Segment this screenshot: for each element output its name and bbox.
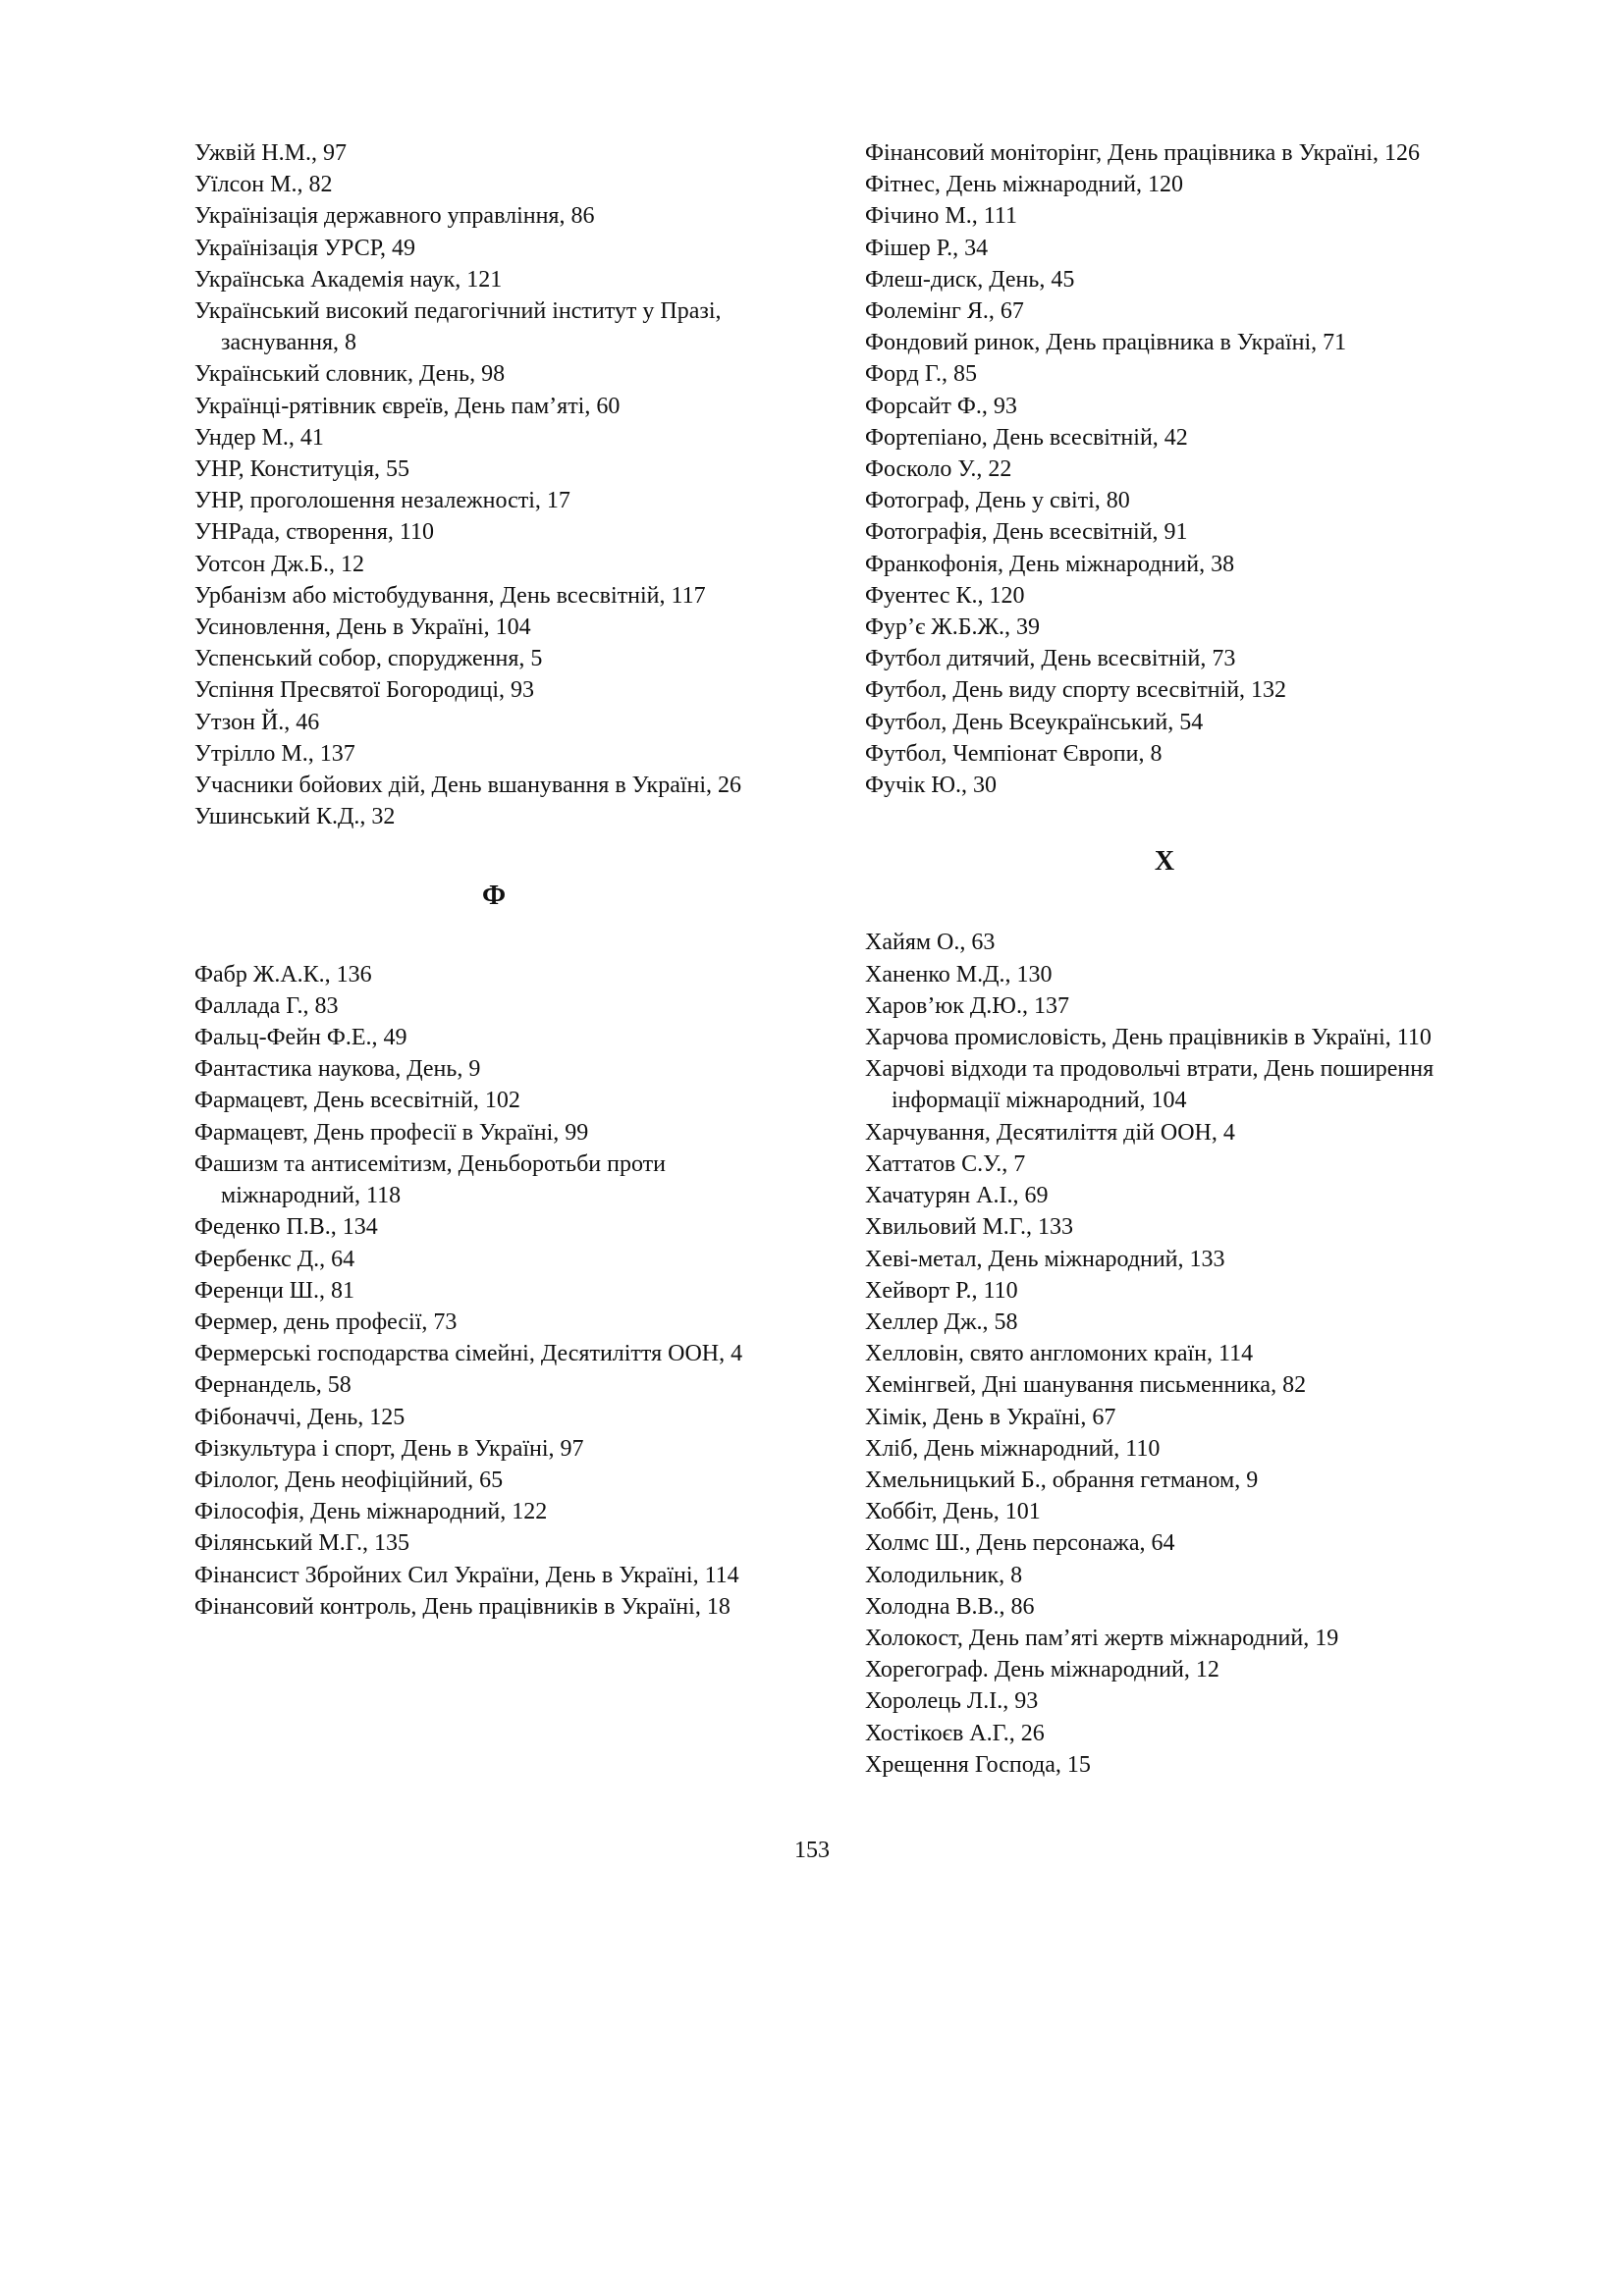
- index-entry: Хмельницький Б., обрання гетманом, 9: [865, 1467, 1259, 1493]
- index-entry: Фортепіано, День всесвітній, 42: [865, 424, 1188, 451]
- index-entry: УНРада, створення, 110: [194, 519, 434, 546]
- index-entry: Фосколо У., 22: [865, 456, 1012, 483]
- index-entry: Філолог, День неофіційний, 65: [194, 1467, 504, 1493]
- index-entry: Хостікоєв А.Г., 26: [865, 1720, 1045, 1746]
- index-entry: Ужвій Н.М., 97: [194, 140, 347, 166]
- section-letter-heading: Ф: [481, 881, 507, 912]
- index-entry: Фінансовий контроль, День працівників в Україні, 18: [194, 1593, 731, 1620]
- index-entry: Фітнес, День міжнародний, 120: [865, 172, 1183, 198]
- index-entry: Феденко П.В., 134: [194, 1214, 378, 1241]
- index-entry: Фуентес К., 120: [865, 582, 1025, 609]
- index-entry: Фолемінг Я., 67: [865, 298, 1024, 325]
- index-entry: Ундер М., 41: [194, 424, 324, 451]
- index-entry: Футбол, День виду спорту всесвітній, 132: [865, 677, 1287, 704]
- index-entry: Хейворт Р., 110: [865, 1277, 1018, 1304]
- index-entry: Хачатурян А.І., 69: [865, 1183, 1049, 1209]
- index-entry: Український словник, День, 98: [194, 361, 506, 388]
- index-entry: Фотографія, День всесвітній, 91: [865, 519, 1188, 546]
- index-entry: Фаллада Г., 83: [194, 992, 339, 1019]
- index-entry: Фучік Ю., 30: [865, 773, 998, 799]
- index-entry: Хрещення Господа, 15: [865, 1751, 1091, 1778]
- index-entry: Форд Г., 85: [865, 361, 978, 388]
- section-letter-heading: Х: [1154, 846, 1175, 878]
- index-entry: Українська Академія наук, 121: [194, 266, 503, 293]
- left-column: [194, 137, 793, 1623]
- index-list-f-continued: [865, 137, 1464, 801]
- index-entry: Ханенко М.Д., 130: [865, 961, 1053, 988]
- index-entry: Холодильник, 8: [865, 1562, 1023, 1588]
- index-entry: Фібоначчі, День, 125: [194, 1404, 406, 1430]
- index-entry: Хелловін, свято англомоних країн, 114: [865, 1341, 1254, 1367]
- index-entry: Філянський М.Г., 135: [194, 1530, 409, 1557]
- index-list-f: [194, 959, 793, 1623]
- index-entry: Харчування, Десятиліття дій ООН, 4: [865, 1119, 1235, 1146]
- index-entry: Харов’юк Д.Ю., 137: [865, 992, 1069, 1019]
- index-entry: Футбол, Чемпіонат Європи, 8: [865, 740, 1163, 767]
- index-entry: Утзон Й., 46: [194, 709, 320, 735]
- index-entry: Фічино М., 111: [865, 203, 1017, 230]
- index-entry: Харчова промисловість, День працівників в Україні, 110: [865, 1025, 1432, 1051]
- index-list-h: [865, 927, 1464, 1780]
- index-entry: Фабр Ж.А.К., 136: [194, 961, 372, 988]
- index-entry: Фур’є Ж.Б.Ж., 39: [865, 614, 1041, 641]
- index-entry: Усиновлення, День в Україні, 104: [194, 614, 531, 641]
- index-entry: Фернандель, 58: [194, 1372, 352, 1399]
- index-entry: Харчові відходи та продовольчі втрати, День поширення інформації міжнародний, 104: [865, 1056, 1435, 1114]
- index-entry: Хліб, День міжнародний, 110: [865, 1435, 1161, 1462]
- index-entry: Холмс Ш., День персонажа, 64: [865, 1530, 1175, 1557]
- index-entry: Холодна В.В., 86: [865, 1593, 1035, 1620]
- index-entry: Хоббіт, День, 101: [865, 1499, 1041, 1525]
- index-entry: Форсайт Ф., 93: [865, 393, 1017, 419]
- index-entry: Хімік, День в Україні, 67: [865, 1404, 1116, 1430]
- index-entry: Учасники бойових дій, День вшанування в Україні, 26: [194, 773, 742, 799]
- index-entry: Фальц-Фейн Ф.Е., 49: [194, 1025, 407, 1051]
- index-entry: Фермерські господарства сімейні, Десятиліття ООН, 4: [194, 1341, 743, 1367]
- index-entry: Фермер, день професії, 73: [194, 1308, 458, 1335]
- index-entry: УНР, Конституція, 55: [194, 456, 410, 483]
- index-entry: Флеш-диск, День, 45: [865, 266, 1075, 293]
- index-entry: Фішер Р., 34: [865, 235, 989, 261]
- index-entry: Хеллер Дж., 58: [865, 1308, 1018, 1335]
- index-entry: Філософія, День міжнародний, 122: [194, 1499, 548, 1525]
- index-entry: Хайям О., 63: [865, 930, 996, 956]
- right-column: [865, 137, 1464, 1781]
- index-entry: Фінансовий моніторінг, День працівника в Україні, 126: [865, 140, 1420, 166]
- index-entry: Фінансист Збройних Сил України, День в Україні, 114: [194, 1562, 739, 1588]
- index-entry: Українізація УРСР, 49: [194, 235, 416, 261]
- index-entry: Фотограф, День у світі, 80: [865, 488, 1130, 514]
- index-entry: УНР, проголошення незалежності, 17: [194, 488, 570, 514]
- index-entry: Фербенкс Д., 64: [194, 1246, 355, 1272]
- index-entry: Фантастика наукова, День, 9: [194, 1056, 481, 1083]
- page-number: 153: [794, 1838, 830, 1863]
- index-entry: Урбанізм або містобудування, День всесвітній, 117: [194, 582, 706, 609]
- index-entry: Футбол дитячий, День всесвітній, 73: [865, 646, 1236, 672]
- index-entry: Уїлсон М., 82: [194, 172, 333, 198]
- index-entry: Успенський собор, спорудження, 5: [194, 646, 543, 672]
- index-entry: Франкофонія, День міжнародний, 38: [865, 551, 1235, 577]
- index-entry: Ференци Ш., 81: [194, 1277, 355, 1304]
- index-entry: Успіння Пресвятої Богородиці, 93: [194, 677, 535, 704]
- index-entry: Фондовий ринок, День працівника в Україні, 71: [865, 330, 1347, 356]
- index-entry: Українці-рятівник євреїв, День пам’яті, 60: [194, 393, 621, 419]
- index-entry: Фармацевт, День професії в Україні, 99: [194, 1119, 589, 1146]
- index-entry: Українізація державного управління, 86: [194, 203, 595, 230]
- index-entry: Хемінгвей, Дні шанування письменника, 82: [865, 1372, 1307, 1399]
- index-entry: Утрілло М., 137: [194, 740, 355, 767]
- index-list-u: [194, 137, 793, 832]
- index-entry: Фашизм та антисемітизм, Деньборотьби проти міжнародний, 118: [194, 1150, 666, 1209]
- index-entry: Хеві-метал, День міжнародний, 133: [865, 1246, 1225, 1272]
- index-entry: Хорегограф. День міжнародний, 12: [865, 1657, 1219, 1683]
- index-entry: Хаттатов С.У., 7: [865, 1150, 1026, 1177]
- index-entry: Хвильовий М.Г., 133: [865, 1214, 1073, 1241]
- index-entry: Ушинський К.Д., 32: [194, 804, 396, 830]
- index-entry: Уотсон Дж.Б., 12: [194, 551, 364, 577]
- index-entry: Футбол, День Всеукраїнський, 54: [865, 709, 1204, 735]
- index-entry: Фармацевт, День всесвітній, 102: [194, 1088, 520, 1114]
- index-entry: Фізкультура і спорт, День в Україні, 97: [194, 1435, 584, 1462]
- index-entry: Хоролець Л.І., 93: [865, 1688, 1039, 1715]
- index-entry: Холокост, День пам’яті жертв міжнародний, 19: [865, 1625, 1339, 1651]
- index-entry: Український високий педагогічний інститут у Празі, заснування, 8: [194, 298, 722, 356]
